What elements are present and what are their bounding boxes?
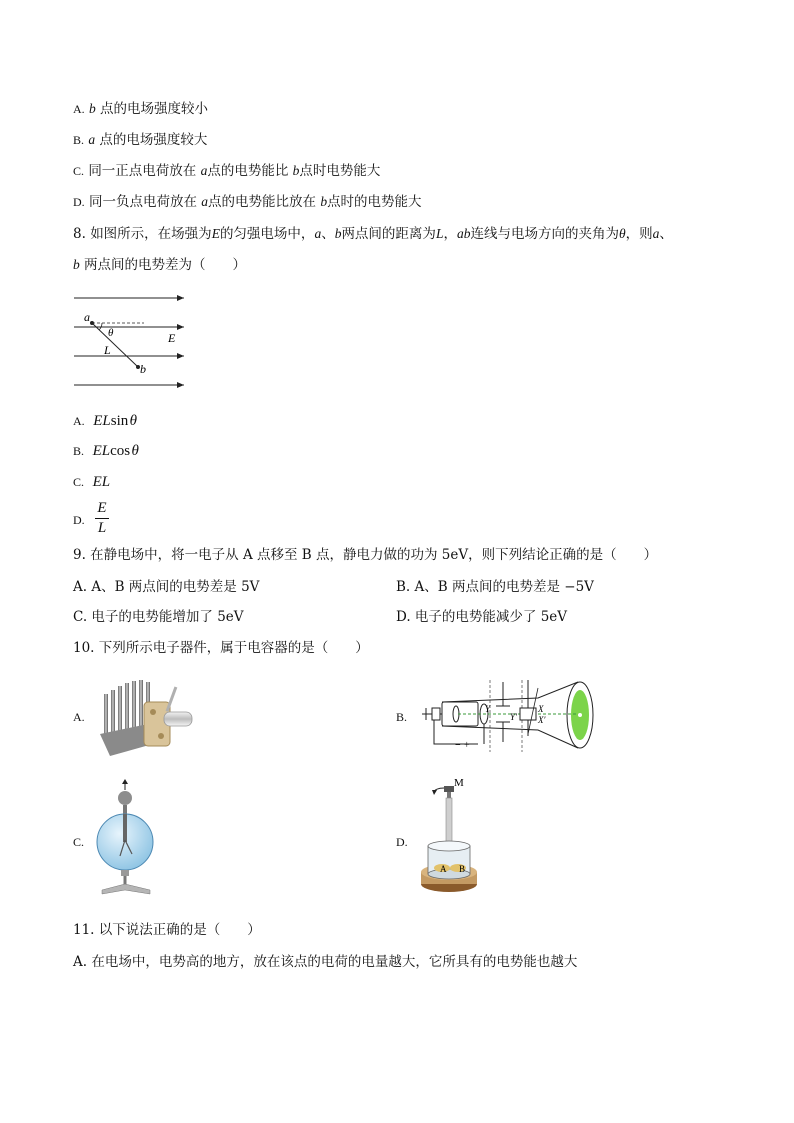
q10-option-c-label: C.: [73, 835, 85, 849]
label-E: E: [168, 331, 176, 345]
oscilloscope-tube-diagram: [418, 676, 602, 756]
label-L: L: [104, 343, 111, 357]
svg-text:X: X: [538, 704, 544, 714]
q7-option-d: D. 同一负点电荷放在 a点的电势能比放在 b点时的电势能大: [73, 194, 422, 210]
svg-text:X′: X′: [538, 715, 546, 725]
metal-ball: [118, 791, 132, 805]
q7-option-c: C. 同一正点电荷放在 a点的电势能比 b点时电势能大: [73, 163, 381, 179]
svg-text:B: B: [459, 864, 466, 874]
electroscope-image: [94, 778, 158, 904]
variable-capacitor-image: [98, 672, 194, 760]
q11-stem: 11. 以下说法正确的是（ ）: [73, 922, 261, 938]
label-theta: θ: [108, 327, 114, 339]
q8-option-b: B. ELcos θ: [73, 443, 139, 459]
q11-option-a: A. 在电场中，电势高的地方，放在该点的电荷的电量越大，它所具有的电势能也越大: [73, 954, 578, 970]
q9-option-c: C. 电子的电势能增加了 5eV: [73, 609, 244, 625]
q8-option-c: C. EL: [73, 474, 111, 490]
q9-option-a: A. A、B 两点间的电势差是 5V: [73, 579, 260, 595]
svg-text:−: −: [455, 740, 461, 751]
capacitor-shaft: [164, 712, 192, 726]
q9-stem: 9. 在静电场中，将一电子从 A 点移至 B 点，静电力做的功为 5eV，则下列结论正确的是（ ）: [73, 547, 658, 563]
q8-option-d-label: D.: [73, 513, 85, 527]
electroscope-stand: [102, 884, 150, 894]
svg-text:M: M: [454, 777, 464, 789]
svg-text:Y: Y: [485, 704, 491, 714]
svg-text:A: A: [440, 864, 447, 874]
q8-stem-line2: b 两点间的电势差为（ ）: [73, 257, 247, 273]
q8-field-diagram: [70, 290, 190, 395]
q8-option-d-fraction: E L: [95, 500, 109, 537]
q10-stem: 10. 下列所示电子器件，属于电容器的是（ ）: [73, 640, 369, 656]
q10-option-b-label: B.: [396, 710, 408, 724]
point-a: [90, 321, 94, 325]
label-b: b: [140, 362, 146, 376]
q8-stem-line1: 8. 如图所示，在场强为E的匀强电场中，a、b两点间的距离为L，ab连线与电场方向的夹角为θ，则a、: [73, 226, 673, 242]
rotating-knob: [444, 786, 454, 792]
q7-option-b: B. a 点的电场强度较大: [73, 132, 208, 148]
q9-option-d: D. 电子的电势能减少了 5eV: [396, 609, 568, 625]
label-a: a: [84, 310, 90, 324]
q10-option-d-label: D.: [396, 835, 408, 849]
q8-option-a: A. ELsin θ: [73, 413, 138, 429]
q9-option-b: B. A、B 两点间的电势差是 −5V: [396, 579, 594, 595]
svg-text:Y′: Y′: [510, 712, 517, 722]
rotating-apparatus-image: [420, 774, 482, 902]
q10-option-a-label: A.: [73, 710, 85, 724]
q7-option-a: A. b 点的电场强度较小: [73, 101, 209, 117]
svg-text:+: +: [464, 740, 470, 751]
